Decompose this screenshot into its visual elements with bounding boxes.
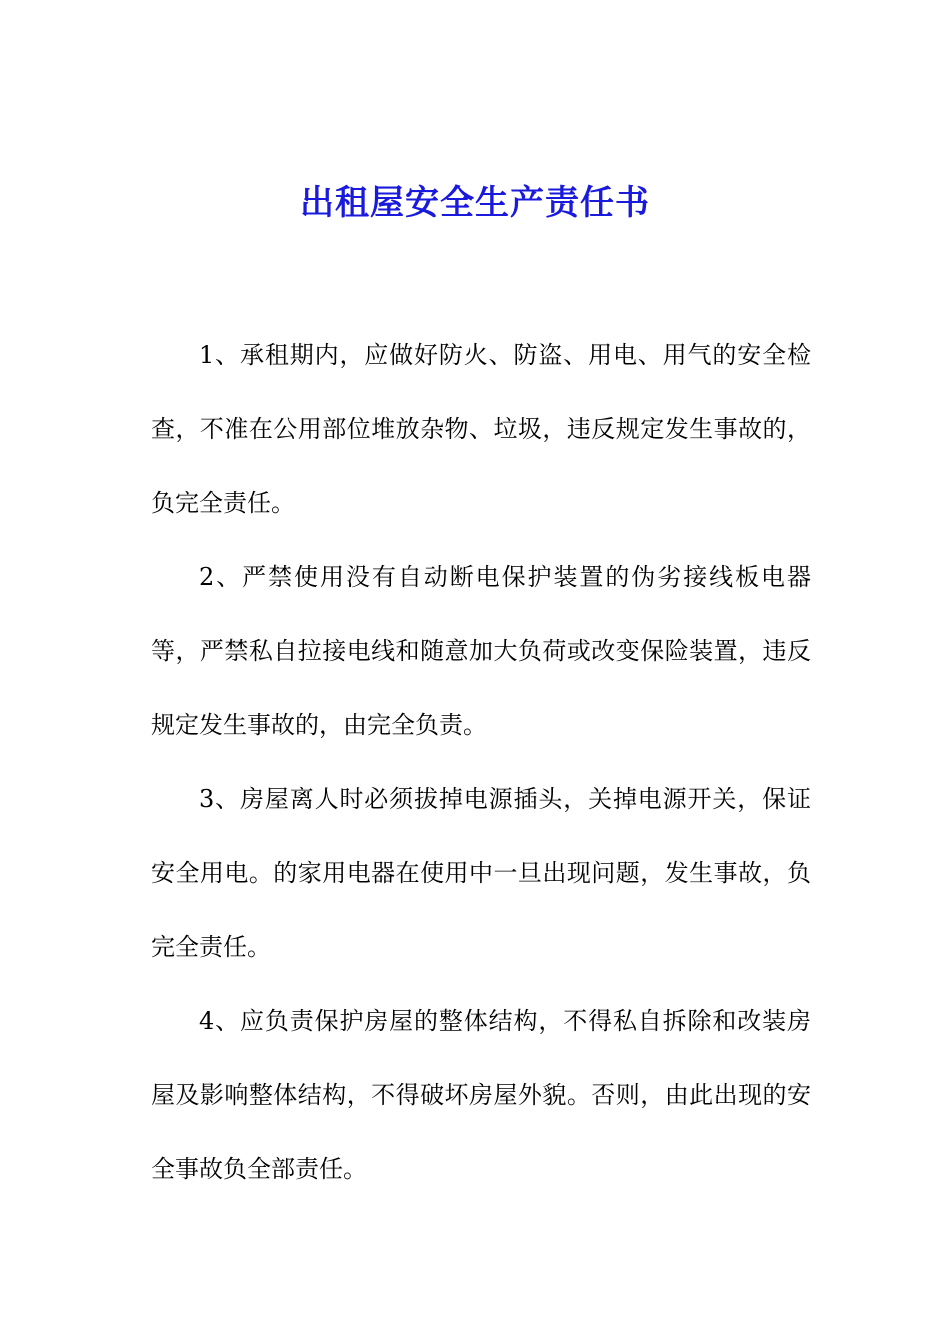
paragraph-3: 3、房屋离人时必须拔掉电源插头，关掉电源开关，保证安全用电。的家用电器在使用中一旦出现问题，发生事故，负完全责任。 [151,785,811,961]
paragraph-4: 4、应负责保护房屋的整体结构，不得私自拆除和改装房屋及影响整体结构，不得破坏房屋外貌。否则，由此出现的安全事故负全部责任。 [151,1007,811,1183]
paragraph-1: 1、承租期内，应做好防火、防盗、用电、用气的安全检查，不准在公用部位堆放杂物、垃圾，违反规定发生事故的，负完全责任。 [151,341,811,517]
paragraph-2: 2、严禁使用没有自动断电保护装置的伪劣接线板电器等，严禁私自拉接电线和随意加大负荷或改变保险装置，违反规定发生事故的，由完全负责。 [151,563,811,739]
document-body [151,318,811,1206]
document-title: 出租屋安全生产责任书 [300,183,650,223]
